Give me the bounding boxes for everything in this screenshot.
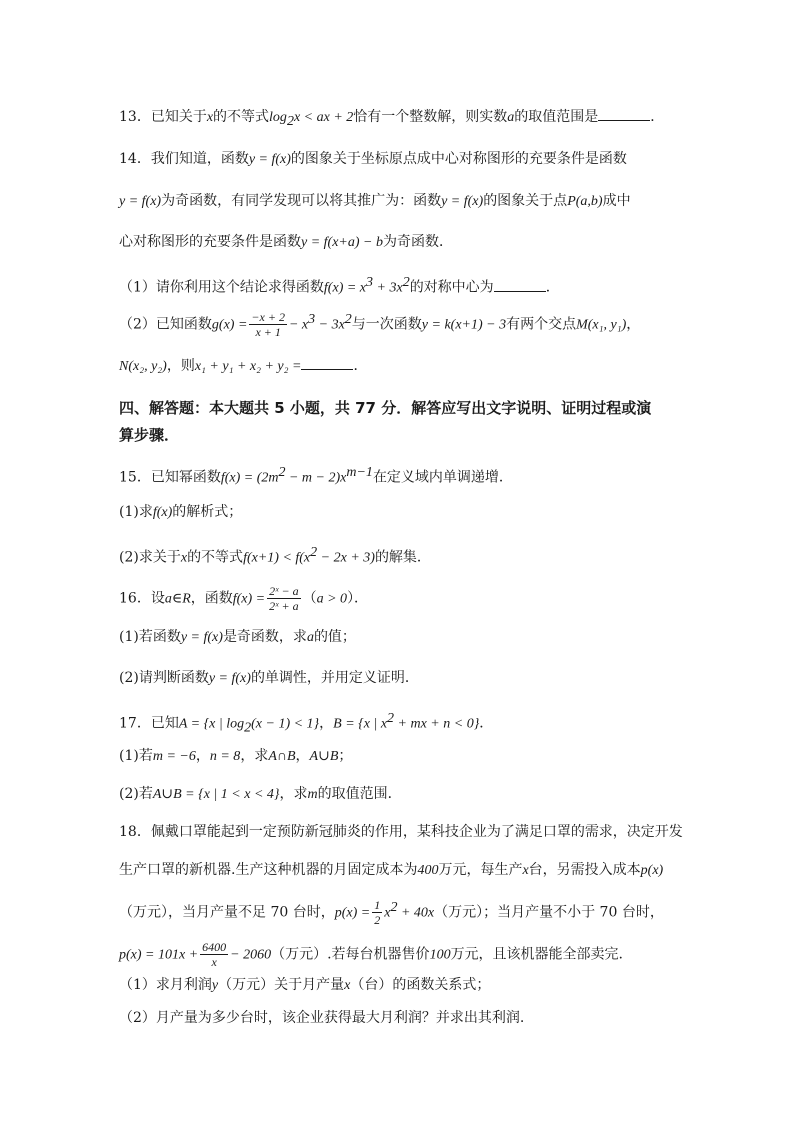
question-15-sub-2: (2)求关于x的不等式$f(x+1) < f(x^2 - 2x + 3)$的解集． [119,545,431,566]
question-17: 17．已知A = {x | $\log_2(x - 1) < 1$}，B = {x | $x^2$ + mx + n < 0}． [119,711,494,736]
question-18-line-1: 18．佩戴口罩能起到一定预防新冠肺炎的作用，某科技企业为了满足口罩的需求，决定开发 [119,824,683,840]
question-14-line-3: 心对称图形的充要条件是函数y = f(x+a) − b为奇函数． [119,234,453,250]
question-14-line-2: y = f(x)为奇函数，有同学发现可以将其推广为：函数y = f(x)的图象关于点P(a,b)成中 [119,193,631,209]
question-18-sub-2: （2）月产量为多少台时，该企业获得最大月利润？并求出其利润. [119,1010,525,1026]
section-heading-cont: 算步骤． [119,426,180,444]
fraction: $\frac{\text{2ˣ − a}}{\text{2ˣ + a}}$ [269,584,299,613]
question-13: 13．已知关于x的不等式$\log_2x$ < ax + 2恰有一个整数解，则实数a的取值范围是 ． [119,109,665,129]
question-16-sub-2: (2)请判断函数y = f(x)的单调性，并用定义证明． [119,670,419,686]
answer-blank [301,369,353,370]
question-14-part-2-cont: N(x₂, y₂)，则x₁ + y₁ + x₂ + y₂ = ． [119,358,368,374]
question-14-part-2: （2）已知函数g(x) = $\frac{-x + 2}{x + 1}$ − $x^3 - 3x^2$与一次函数y = k(x+1) − 3有两个交点M(x₁, y₁)， [119,310,641,340]
question-14-part-1: （1）请你利用这个结论求得函数$f(x) = x^3 + 3x^2$的对称中心为 ． [119,275,560,296]
fraction: $\frac{-x + 2}{x + 1}$ [251,310,285,340]
question-15: 15．已知幂函数$f(x) = (2m^2 - m - 2)x^{m-1}$在定义域内单调递增． [119,465,513,486]
question-16-sub-1: (1)若函数y = f(x)是奇函数，求a的值； [119,629,356,645]
question-17-sub-1: (1)若m = −6，n = 8，求A∩B，A∪B； [119,748,353,764]
question-17-sub-2: (2)若A∪B = {x | 1 < x < 4}，求m的取值范围． [119,786,402,802]
question-15-sub-1: (1)求f(x)的解析式； [119,504,243,520]
answer-blank [494,291,546,292]
question-18-sub-1: （1）求月利润y（万元）关于月产量x（台）的函数关系式； [119,977,491,993]
question-18-line-2: 生产口罩的新机器.生产这种机器的月固定成本为400万元，每生产x台，另需投入成本p(x) [119,862,664,878]
fraction: $\frac{1}{2}$ [374,898,381,928]
question-16: 16．设a∈R，函数f(x) = $\frac{\text{2ˣ − a}}{\text{2ˣ + a}}$ （a > 0）． [119,584,369,613]
fraction: $\frac{6400}{x}$ [202,940,227,969]
section-heading: 四、解答题：本大题共 5 小题，共 77 分．解答应写出文字说明、证明过程或演 [119,399,652,417]
answer-blank [598,120,650,121]
question-18-line-3: （万元），当月产量不足 70 台时，p(x) = $\frac{1}{2}$ $x^2 + 40x$（万元）；当月产量不小于 70 台时， [119,898,664,928]
question-14-line-1: 14．我们知道，函数y = f(x)的图象关于坐标原点成中心对称图形的充要条件是函数 [119,151,627,167]
question-18-line-4: p(x) = 101x + $\frac{6400}{x}$ − 2060（万元）.若每台机器售价100万元，且该机器能全部卖完. [119,940,624,969]
